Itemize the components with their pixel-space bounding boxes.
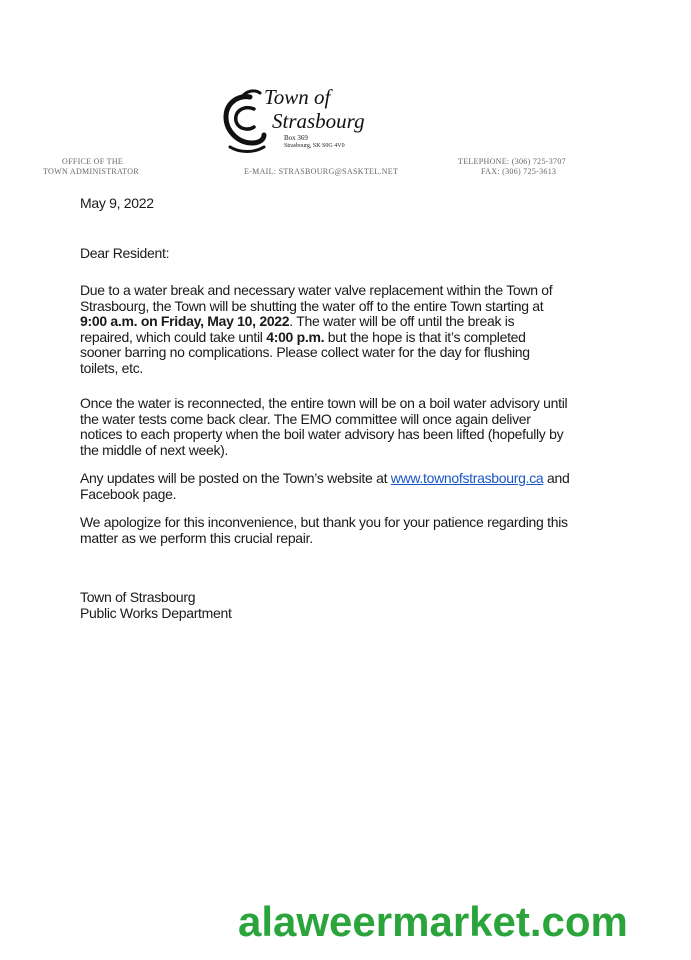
closing-department: Public Works Department [80, 604, 232, 621]
logo-box-text: Box 369 [284, 134, 308, 142]
town-logo [220, 85, 390, 160]
logo-name-text: Strasbourg [272, 109, 365, 133]
shutoff-text-c: . The water will be off until the break is repaired, which could take until [80, 313, 515, 345]
email-line: E-MAIL: STRASBOURG@SASKTEL.NET [244, 167, 399, 176]
logo-town-text: Town of [264, 85, 331, 109]
letter-body [80, 196, 570, 621]
shutoff-start-time: 9:00 a.m. on Friday, May 10, 2022 [80, 313, 290, 329]
shutoff-text-a: Due to a water break and necessary water valve replacement within the Town of Strasbourg, the Town will be shutting the water off to the entire Town starting at [80, 282, 553, 314]
paragraph-apology: We apologize for this inconvenience, but thank you for your patience regarding this matter as we perform this crucial repair. [80, 514, 568, 546]
logo-address-text: Strasbourg, SK S0G 4V0 [284, 143, 345, 149]
paragraph-updates [80, 471, 570, 502]
office-title-line2: TOWN ADMINISTRATOR [43, 167, 139, 176]
watermark-text: alaweermarket.com [238, 898, 628, 945]
telephone-line: TELEPHONE: (306) 725-3707 [458, 157, 566, 166]
updates-text-a: Any updates will be posted on the Town’s website at [80, 470, 391, 486]
fax-line: FAX: (306) 725-3613 [481, 167, 557, 176]
paragraph-boil-advisory: Once the water is reconnected, the entire town will be on a boil water advisory until the water tests come back clear. The EMO committee will once again deliver notices to each property when the boil water advisory has been lifted (hopefully by the middle of next week). [80, 395, 568, 458]
salutation: Dear Resident: [80, 244, 170, 261]
closing-town: Town of Strasbourg [80, 589, 196, 605]
swirl-logo-icon [220, 87, 268, 157]
office-title-line1: OFFICE OF THE [62, 157, 124, 166]
letterhead [0, 85, 691, 185]
shutoff-end-time: 4:00 p.m. [266, 328, 325, 345]
shutoff-text-e: but the hope is that it’s completed sooner barring no complications. Please collect water for the day for flushing toilets, etc. [80, 328, 530, 376]
paragraph-shutoff [80, 283, 570, 376]
updates-text-b: and Facebook page. [80, 470, 570, 502]
website-link[interactable]: www.townofstrasbourg.ca [390, 470, 544, 486]
letter-date: May 9, 2022 [80, 195, 154, 211]
closing-block [80, 590, 570, 621]
